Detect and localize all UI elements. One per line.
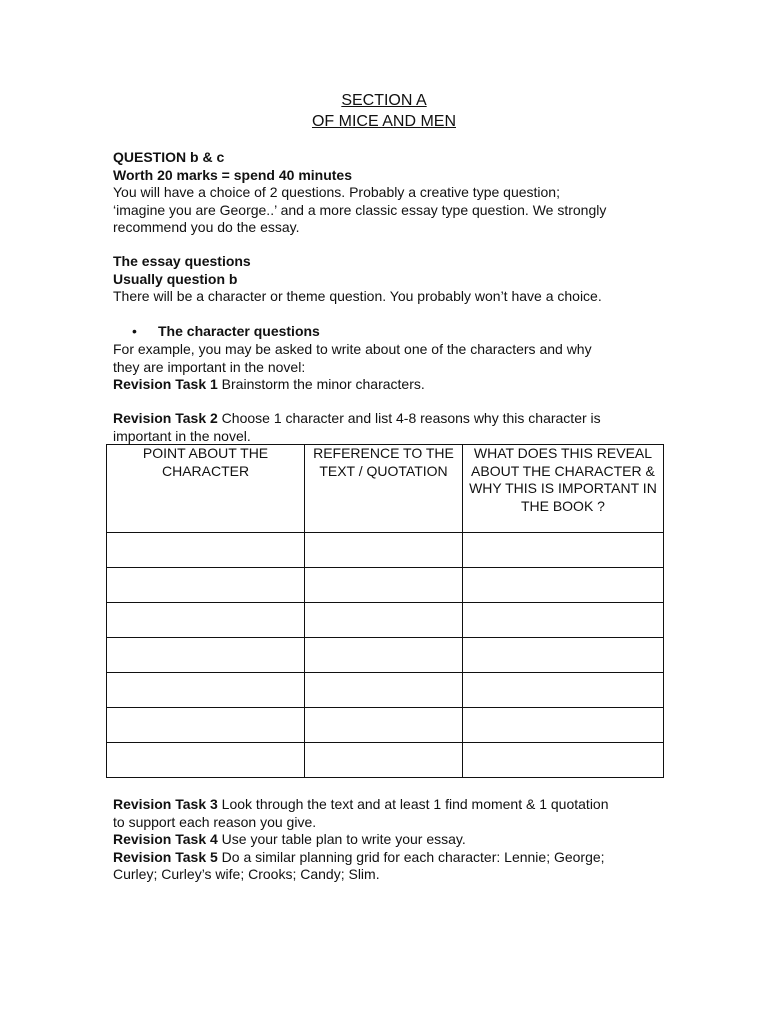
task5-text-line2: Curley; Curley’s wife; Crooks; Candy; Slim.	[113, 866, 380, 882]
question-heading: QUESTION b & c	[113, 149, 225, 165]
section-title: SECTION A	[341, 92, 427, 109]
column-header-reveal: WHAT DOES THIS REVEAL ABOUT THE CHARACTER & WHY THIS IS IMPORTANT IN THE BOOK ?	[462, 445, 663, 533]
intro-text-line: recommend you do the essay.	[113, 219, 300, 235]
task3-line	[113, 796, 658, 814]
task4-line	[113, 831, 658, 849]
table-cell[interactable]	[462, 638, 663, 673]
table-cell[interactable]	[305, 673, 463, 708]
table-cell[interactable]	[305, 568, 463, 603]
task2-block	[113, 410, 658, 445]
bullet-icon: •	[132, 323, 137, 339]
table-cell[interactable]	[305, 708, 463, 743]
task4-label: Revision Task 4	[113, 831, 218, 847]
table-cell[interactable]	[305, 743, 463, 778]
table-cell[interactable]	[462, 603, 663, 638]
table-cell[interactable]	[462, 708, 663, 743]
essay-text: There will be a character or theme question. You probably won’t have a choice.	[113, 288, 602, 304]
task2-text-line2: important in the novel.	[113, 427, 251, 444]
table-row	[107, 603, 664, 638]
marks-line: Worth 20 marks = spend 40 minutes	[113, 166, 352, 183]
task2-line	[113, 410, 658, 428]
intro-block	[113, 149, 658, 237]
essay-heading: The essay questions	[113, 253, 251, 269]
table-row	[107, 743, 664, 778]
table-header-row	[107, 445, 664, 533]
task4-text: Use your table plan to write your essay.	[217, 831, 466, 847]
intro-text-line: ‘imagine you are George..’ and a more classic essay type question. We strongly	[113, 201, 607, 218]
task2-text: Choose 1 character and list 4-8 reasons why this character is	[217, 410, 601, 426]
character-bullet	[132, 323, 652, 341]
table-cell[interactable]	[107, 533, 305, 568]
table-cell[interactable]	[462, 743, 663, 778]
table-cell[interactable]	[305, 638, 463, 673]
essay-block	[113, 253, 658, 306]
task3-text-line2: to support each reason you give.	[113, 813, 317, 830]
table-cell[interactable]	[305, 533, 463, 568]
table-row	[107, 673, 664, 708]
table-cell[interactable]	[107, 673, 305, 708]
intro-text-line: You will have a choice of 2 questions. Probably a creative type question;	[113, 184, 560, 200]
task1-line	[113, 376, 658, 394]
character-text-line: they are important in the novel:	[113, 358, 306, 375]
table-row	[107, 568, 664, 603]
task5-line	[113, 849, 658, 867]
table-row	[107, 638, 664, 673]
table-cell[interactable]	[107, 603, 305, 638]
essay-subheading: Usually question b	[113, 270, 238, 287]
table-row	[107, 708, 664, 743]
table-cell[interactable]	[305, 603, 463, 638]
task2-label: Revision Task 2	[113, 410, 218, 426]
task5-label: Revision Task 5	[113, 848, 218, 865]
task3-label: Revision Task 3	[113, 796, 218, 812]
table-row	[107, 533, 664, 568]
task1-label: Revision Task 1	[113, 376, 218, 392]
table-cell[interactable]	[462, 533, 663, 568]
planning-grid	[106, 444, 664, 778]
task3-text: Look through the text and at least 1 find moment & 1 quotation	[217, 796, 609, 812]
character-text-line: For example, you may be asked to write about one of the characters and why	[113, 341, 592, 357]
table-cell[interactable]	[107, 708, 305, 743]
character-block	[113, 341, 658, 394]
task5-text: Do a similar planning grid for each character: Lennie; George;	[217, 848, 605, 865]
table-cell[interactable]	[107, 568, 305, 603]
table-cell[interactable]	[462, 568, 663, 603]
table-cell[interactable]	[107, 743, 305, 778]
character-heading: The character questions	[158, 323, 320, 339]
footer-tasks	[113, 796, 658, 884]
column-header-point: POINT ABOUT THE CHARACTER	[107, 445, 305, 533]
column-header-reference: REFERENCE TO THE TEXT / QUOTATION	[305, 445, 463, 533]
table-cell[interactable]	[107, 638, 305, 673]
book-title: OF MICE AND MEN	[311, 113, 456, 130]
task1-text: Brainstorm the minor characters.	[217, 376, 425, 392]
table-cell[interactable]	[462, 673, 663, 708]
